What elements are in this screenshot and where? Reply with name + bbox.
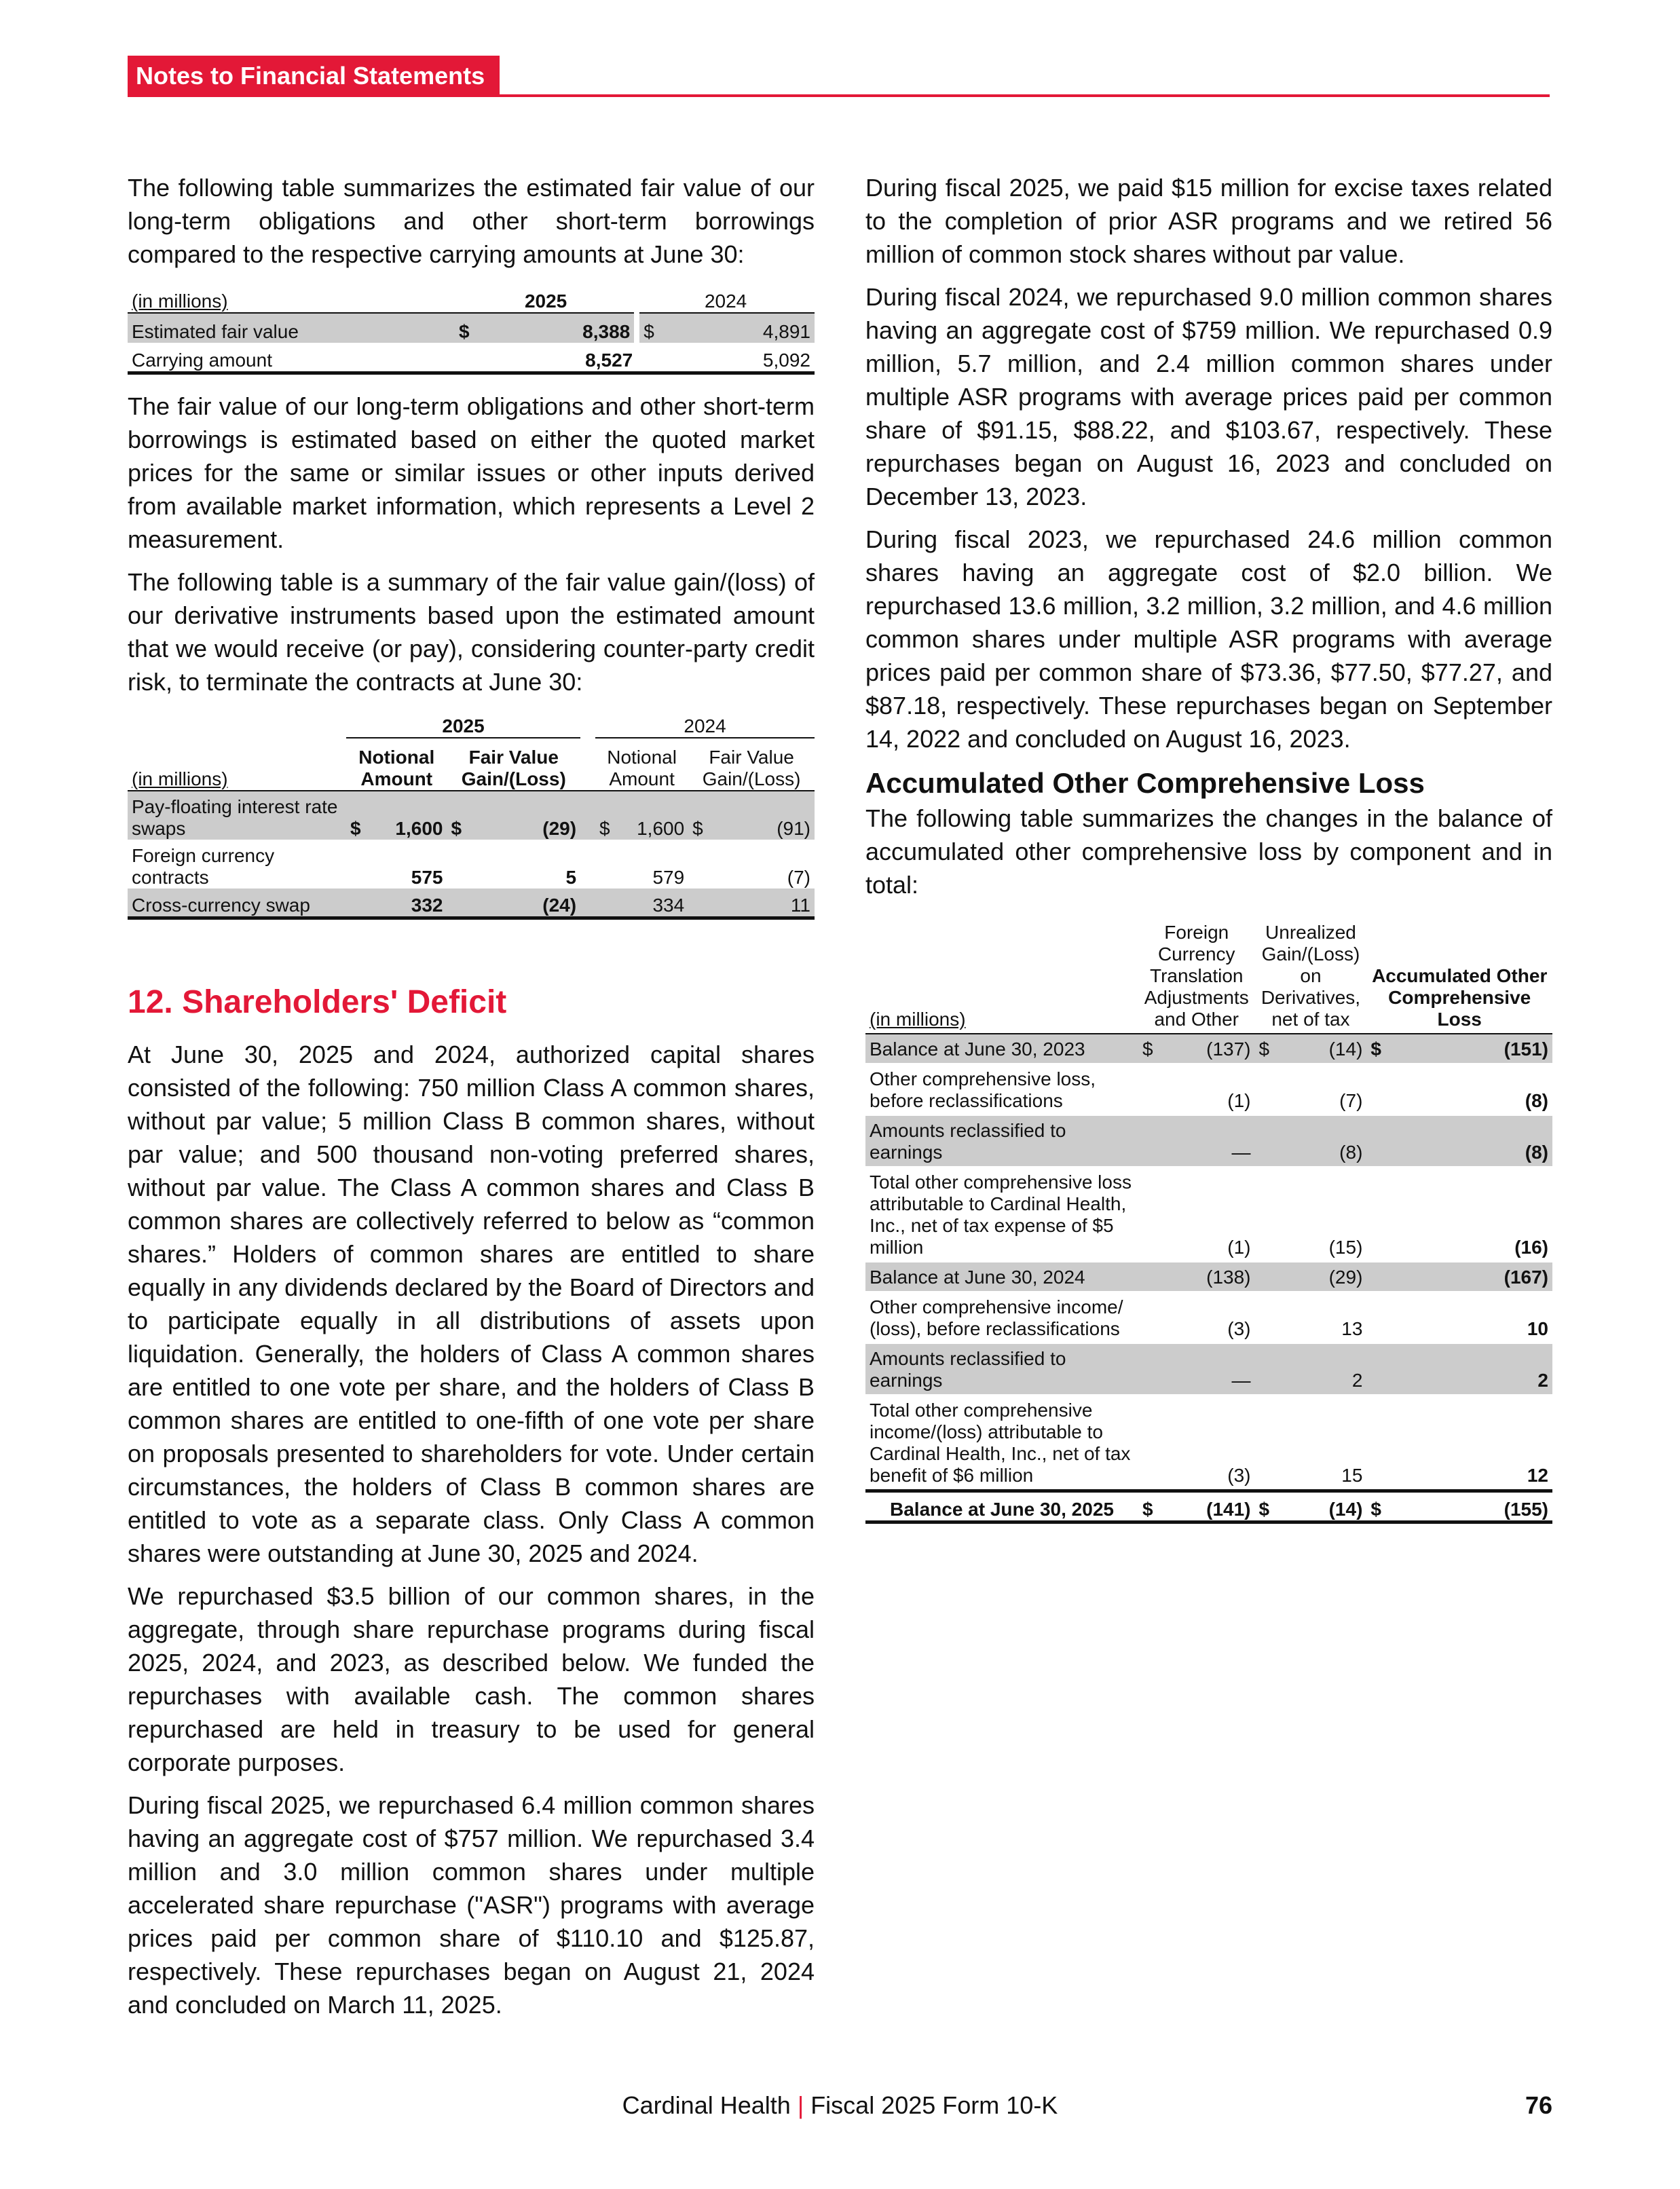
currency — [1255, 1262, 1290, 1292]
table-row — [865, 1167, 1552, 1262]
row-label: Amounts reclassified to earnings — [865, 1343, 1138, 1395]
header-accumulated: Accumulated Other Comprehensive Loss — [1372, 965, 1548, 1030]
currency: $ — [1370, 1499, 1381, 1520]
page-number: 76 — [1525, 2091, 1552, 2119]
header-fair-value: Fair Value Gain/(Loss) — [702, 746, 801, 789]
currency — [1366, 1395, 1415, 1491]
row-label: Pay-floating interest rate swaps — [128, 791, 346, 840]
section-header: Notes to Financial Statements — [128, 56, 500, 96]
value-unrealized: (8) — [1289, 1115, 1366, 1167]
currency — [1138, 1115, 1169, 1167]
table-row — [128, 888, 815, 918]
row-label: Balance at June 30, 2024 — [865, 1262, 1138, 1292]
table-row — [865, 1115, 1552, 1167]
currency: $ — [455, 313, 483, 343]
paragraph: During fiscal 2025, we repurchased 6.4 million common shares having an aggregate cost of $757 million. We repurchased 3.4 million and 3.0 million common shares under multiple accelerated share repurchase ("ASR") programs with average prices paid per common share of $110.10 and $125.87, respectively. These repurchases began on August 21, 2024 and concluded on March 11, 2025. — [128, 1791, 815, 2019]
value-accumulated: (167) — [1415, 1262, 1552, 1292]
value-unrealized: (7) — [1339, 1090, 1363, 1111]
currency — [1138, 1292, 1169, 1343]
currency — [447, 840, 489, 888]
row-label: Estimated fair value — [128, 313, 455, 343]
table-row — [128, 791, 815, 840]
section-title: 12. Shareholders' Deficit — [128, 984, 507, 1020]
fair-value-2024: (7) — [787, 866, 810, 888]
currency — [346, 840, 371, 888]
fair-value-2025: 5 — [565, 866, 577, 888]
currency — [1138, 1395, 1169, 1491]
row-label: Cross-currency swap — [128, 888, 346, 918]
currency — [637, 343, 668, 373]
notional-2025: 1,600 — [371, 791, 447, 840]
paragraph: The fair value of our long-term obligations and other short-term borrowings is estimated based on either the quoted market prices for the same or similar issues or other inputs derived from available market information, which represents a Level 2 measurement. — [128, 392, 815, 553]
table-row — [865, 1064, 1552, 1115]
table-row — [865, 1292, 1552, 1343]
row-label: Total other comprehensive income/(loss) attributable to Cardinal Health, Inc., net of tax benefit of $6 million — [870, 1400, 1131, 1486]
currency — [1138, 1064, 1169, 1115]
subsection-title: Accumulated Other Comprehensive Loss — [865, 767, 1425, 799]
currency — [1255, 1292, 1290, 1343]
header-foreign-currency: Foreign Currency Translation Adjustments and Other — [1144, 922, 1249, 1030]
currency — [688, 888, 727, 918]
currency: $ — [447, 791, 489, 840]
row-label: Carrying amount — [132, 349, 272, 371]
header-notional: Notional Amount — [607, 746, 677, 789]
fair-value-table — [128, 284, 815, 375]
footer — [0, 2091, 1680, 2120]
row-label: Foreign currency contracts — [132, 844, 275, 888]
header-notional: Notional Amount — [358, 746, 435, 789]
currency: $ — [1142, 1499, 1153, 1520]
currency — [595, 888, 618, 918]
currency — [1366, 1292, 1415, 1343]
table-row — [865, 1262, 1552, 1292]
value-unrealized: (14) — [1289, 1034, 1366, 1064]
currency — [1366, 1262, 1415, 1292]
fair-value-2024: (91) — [727, 791, 815, 840]
currency — [595, 840, 618, 888]
currency: $ — [595, 791, 618, 840]
notional-2025: 332 — [371, 888, 447, 918]
currency — [346, 888, 371, 918]
row-label: Other comprehensive loss, before reclassifications — [870, 1068, 1096, 1111]
paragraph: During fiscal 2025, we paid $15 million for excise taxes related to the completion of prior ASR programs and we retired 56 million of common stock shares without par value. — [865, 174, 1552, 268]
header-unrealized: Unrealized Gain/(Loss) on Derivatives, net of tax — [1261, 922, 1361, 1030]
paragraph: During fiscal 2023, we repurchased 24.6 million common shares having an aggregate cost of $2.0 billion. We repurchased 13.6 million, 3.2 million, 3.2 million, and 4.6 million common shares under multiple ASR programs with average prices paid per common share of $73.36, $77.50, $77.27, and $87.18, respectively. These repurchases began on September 14, 2022 and concluded on August 16, 2023. — [865, 525, 1552, 753]
value-accumulated: (8) — [1415, 1115, 1552, 1167]
value-accumulated: 2 — [1415, 1343, 1552, 1395]
currency: $ — [1138, 1034, 1169, 1064]
paragraph: We repurchased $3.5 billion of our common shares, in the aggregate, through share repurchase programs during fiscal 2025, 2024, and 2023, as described below. We funded the repurchases with available cash. The common shares repurchased are held in treasury to be used for general corporate purposes. — [128, 1582, 815, 1776]
value-unrealized: (15) — [1328, 1237, 1363, 1258]
unit-label: (in millions) — [132, 291, 228, 312]
table-row — [128, 840, 815, 888]
currency — [1255, 1115, 1290, 1167]
year-2024: 2024 — [595, 708, 815, 738]
row-label: Total other comprehensive loss attributable to Cardinal Health, Inc., net of tax expense of $5 million — [870, 1172, 1132, 1258]
value-accumulated: (155) — [1504, 1499, 1548, 1520]
row-label: Other comprehensive income/ (loss), before reclassifications — [870, 1296, 1123, 1339]
value-unrealized: 15 — [1341, 1465, 1363, 1486]
value-foreign-currency: (3) — [1227, 1318, 1251, 1339]
value-2025: 8,388 — [483, 313, 637, 343]
unit-label: (in millions) — [132, 768, 228, 789]
value-foreign-currency: (138) — [1169, 1262, 1254, 1292]
table-row — [128, 343, 815, 373]
fair-value-2025: (29) — [488, 791, 580, 840]
fair-value-2024: 11 — [727, 888, 815, 918]
currency — [1138, 1262, 1169, 1292]
value-unrealized: 2 — [1289, 1343, 1366, 1395]
currency — [1366, 1343, 1415, 1395]
footer-company: Cardinal Health — [622, 2091, 791, 2119]
value-unrealized: (14) — [1328, 1499, 1363, 1520]
table-row — [865, 1395, 1552, 1491]
currency — [1366, 1167, 1415, 1262]
value-2024: 4,891 — [668, 313, 815, 343]
currency — [1255, 1167, 1290, 1262]
value-foreign-currency: (1) — [1227, 1237, 1251, 1258]
notional-2024: 334 — [619, 888, 689, 918]
value-accumulated: (151) — [1415, 1034, 1552, 1064]
right-column — [865, 171, 1552, 1524]
currency — [455, 343, 483, 373]
value-accumulated: (16) — [1514, 1237, 1548, 1258]
col-2025: 2025 — [524, 291, 567, 312]
value-foreign-currency: — — [1169, 1343, 1254, 1395]
currency — [1255, 1395, 1290, 1491]
row-label: Amounts reclassified to earnings — [865, 1115, 1138, 1167]
value-unrealized: 13 — [1341, 1318, 1363, 1339]
unit-label: (in millions) — [870, 1009, 966, 1030]
currency: $ — [637, 313, 668, 343]
currency: $ — [346, 791, 371, 840]
value-accumulated: 12 — [1527, 1465, 1548, 1486]
notional-2024: 1,600 — [619, 791, 689, 840]
paragraph: At June 30, 2025 and 2024, authorized capital shares consisted of the following: 750 million Class A common shares, without par value; 5 million Class B common shares, without par value; and 500 thousand non-voting preferred shares, without par value. The Class A common shares and Class B common shares are collectively referred to below as “common shares.” Holders of common shares are entitled to share equally in any dividends declared by the Board of Directors and to participate equally in all distributions of assets upon liquidation. Generally, the holders of Class A common shares are entitled to one vote per share, and the holders of Class B common shares are entitled to one-fifth of one vote per share on proposals presented to shareholders for vote. Under certain circumstances, the holders of Class B common shares are entitled to vote as a separate class. Only Class A common shares were outstanding at June 30, 2025 and 2024. — [128, 1041, 815, 1567]
currency — [688, 840, 727, 888]
notional-2025: 575 — [411, 866, 443, 888]
paragraph: The following table summarizes the changes in the balance of accumulated other comprehensive loss by component and in total: — [865, 804, 1552, 899]
table-row — [865, 1343, 1552, 1395]
currency — [1255, 1064, 1290, 1115]
value-2025: 8,527 — [585, 349, 633, 371]
value-accumulated: (8) — [1525, 1090, 1548, 1111]
currency: $ — [1255, 1034, 1290, 1064]
notional-2024: 579 — [652, 866, 685, 888]
currency — [1366, 1115, 1415, 1167]
currency — [1255, 1343, 1290, 1395]
currency: $ — [1366, 1034, 1415, 1064]
value-2024: 5,092 — [762, 349, 810, 371]
currency — [447, 888, 489, 918]
value-foreign-currency: (137) — [1169, 1034, 1254, 1064]
value-foreign-currency: (3) — [1227, 1465, 1251, 1486]
value-unrealized: (29) — [1289, 1262, 1366, 1292]
header-fair-value: Fair Value Gain/(Loss) — [461, 746, 566, 789]
value-foreign-currency: (141) — [1206, 1499, 1251, 1520]
currency — [1366, 1064, 1415, 1115]
footer-separator: | — [797, 2091, 804, 2119]
currency: $ — [688, 791, 727, 840]
table-row — [865, 1034, 1552, 1064]
value-accumulated: 10 — [1527, 1318, 1548, 1339]
table-row-final — [865, 1491, 1552, 1522]
left-column — [128, 171, 815, 2031]
paragraph: The following table is a summary of the fair value gain/(loss) of our derivative instruments based upon the estimated amount that we would receive (or pay), considering counter-party credit risk, to terminate the contracts at June 30: — [128, 567, 815, 696]
paragraph: The following table summarizes the estimated fair value of our long-term obligations and other short-term borrowings compared to the respective carrying amounts at June 30: — [128, 174, 815, 268]
table-row — [128, 313, 815, 343]
year-2025: 2025 — [346, 708, 580, 738]
header-rule — [128, 94, 1550, 97]
fair-value-2025: (24) — [488, 888, 580, 918]
currency: $ — [1258, 1499, 1270, 1520]
paragraph: During fiscal 2024, we repurchased 9.0 million common shares having an aggregate cost of $759 million. We repurchased 0.9 million, 5.7 million, and 2.4 million common shares under multiple ASR programs with average prices paid per common share of $91.15, $88.22, and $103.67, respectively. These repurchases began on August 16, 2023 and concluded on December 13, 2023. — [865, 283, 1552, 510]
value-foreign-currency: (1) — [1227, 1090, 1251, 1111]
row-label: Balance at June 30, 2023 — [865, 1034, 1138, 1064]
row-label: Balance at June 30, 2025 — [890, 1499, 1114, 1520]
aocl-table — [865, 922, 1552, 1524]
derivatives-table — [128, 708, 815, 920]
col-2024: 2024 — [704, 291, 747, 312]
footer-document: Fiscal 2025 Form 10-K — [810, 2091, 1058, 2119]
currency — [1138, 1167, 1169, 1262]
currency — [1138, 1343, 1169, 1395]
value-foreign-currency: — — [1169, 1115, 1254, 1167]
